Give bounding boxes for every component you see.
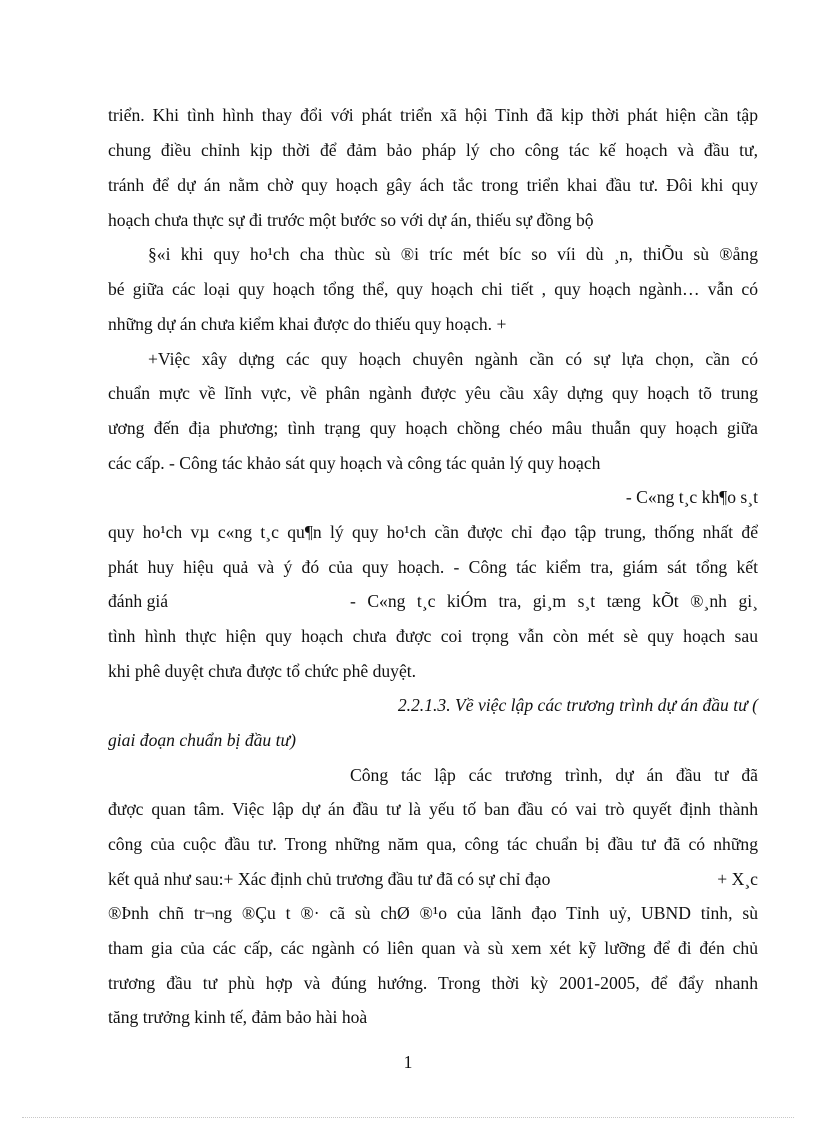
text-line: trương đầu tư phù hợp và đúng hướng. Trong thời kỳ 2001-2005, để đẩy nhanh [108,973,758,993]
text-line: được quan tâm. Việc lập dự án đầu tư là yếu tố ban đầu có vai trò quyết định thành [108,799,758,819]
text-line: tránh để dự án nằm chờ quy hoạch gây ách tắc trong triển khai đầu tư. Đôi khi quy [108,175,758,195]
text-line: + X¸c [717,869,758,889]
text-line: kết quả như sau:+ Xác định chủ trương đầu tư đã có sự chỉ đạo [108,869,551,889]
text-line: quy ho¹ch vµ c«ng t¸c qu¶n lý quy ho¹ch cần được chỉ đạo tập trung, thống nhất để [108,522,758,542]
text-line: tăng trưởng kinh tế, đảm bảo hài hoà [108,1007,368,1027]
text-line: - C«ng t¸c kiÓm tra, gi¸m s¸t tæng kÕt ®¸nh gi¸ [350,591,758,611]
text-line: các cấp. - Công tác khảo sát quy hoạch và công tác quản lý quy hoạch [108,453,601,473]
text-line: hoạch chưa thực sự đi trước một bước so với dự án, thiếu sự đồng bộ [108,210,594,230]
text-line: - C«ng t¸c kh¶o s¸t [625,487,758,507]
text-line: đánh giá [108,591,169,611]
text-line: bé giữa các loại quy hoạch tổng thể, quy hoạch chi tiết , quy hoạch ngành… vẫn có [108,279,758,299]
text-line: phát huy hiệu quả và ý đó của quy hoạch. - Công tác kiểm tra, giám sát tổng kết [108,557,758,577]
text-line: khi phê duyệt chưa được tổ chức phê duyệt. [108,661,417,681]
text-line: ®Þnh chñ tr¬ng ®Çu t ®· cã sù chØ ®¹o của lãnh đạo Tỉnh uỷ, UBND tỉnh, sù [108,903,758,923]
text-line: +Việc xây dựng các quy hoạch chuyên ngành cần có sự lựa chọn, cần có [148,349,758,369]
text-line: công của cuộc đầu tư. Trong những năm qua, công tác chuẩn bị đầu tư đã có những [108,834,758,854]
text-line: chuẩn mực về lĩnh vực, về phân ngành được yêu cầu xây dựng quy hoạch tõ trung [108,383,758,403]
section-heading: 2.2.1.3. Về việc lập các trương trình dự án đầu tư ( [397,695,758,715]
text-line: §«i khi quy ho¹ch cha thùc sù ®i tríc mét bíc so víi dù ¸n, thiÕu sù ®ång [148,244,758,264]
page-border-line [22,1117,794,1118]
text-line: tình hình thực hiện quy hoạch chưa được coi trọng vẫn còn mét sè quy hoạch sau [108,626,758,646]
text-line: ương đến địa phương; tình trạng quy hoạch chồng chéo mâu thuẫn quy hoạch giữa [108,418,758,438]
page-number: 1 [403,1052,413,1072]
text-line: Công tác lập các trương trình, dự án đầu tư đã [350,765,758,785]
text-line: tham gia của các cấp, các ngành có liên quan và sù xem xét kỹ lưỡng để đi đén chủ [108,938,758,958]
section-heading: giai đoạn chuẩn bị đầu tư) [108,730,296,750]
text-line: những dự án chưa kiểm khai được do thiếu quy hoạch. + [108,314,507,334]
text-line: triển. Khi tình hình thay đổi với phát triển xã hội Tỉnh đã kịp thời phát hiện cần tập [108,105,758,125]
text-line: chung điều chỉnh kịp thời để đảm bảo pháp lý cho công tác kế hoạch và đầu tư, [108,140,758,160]
